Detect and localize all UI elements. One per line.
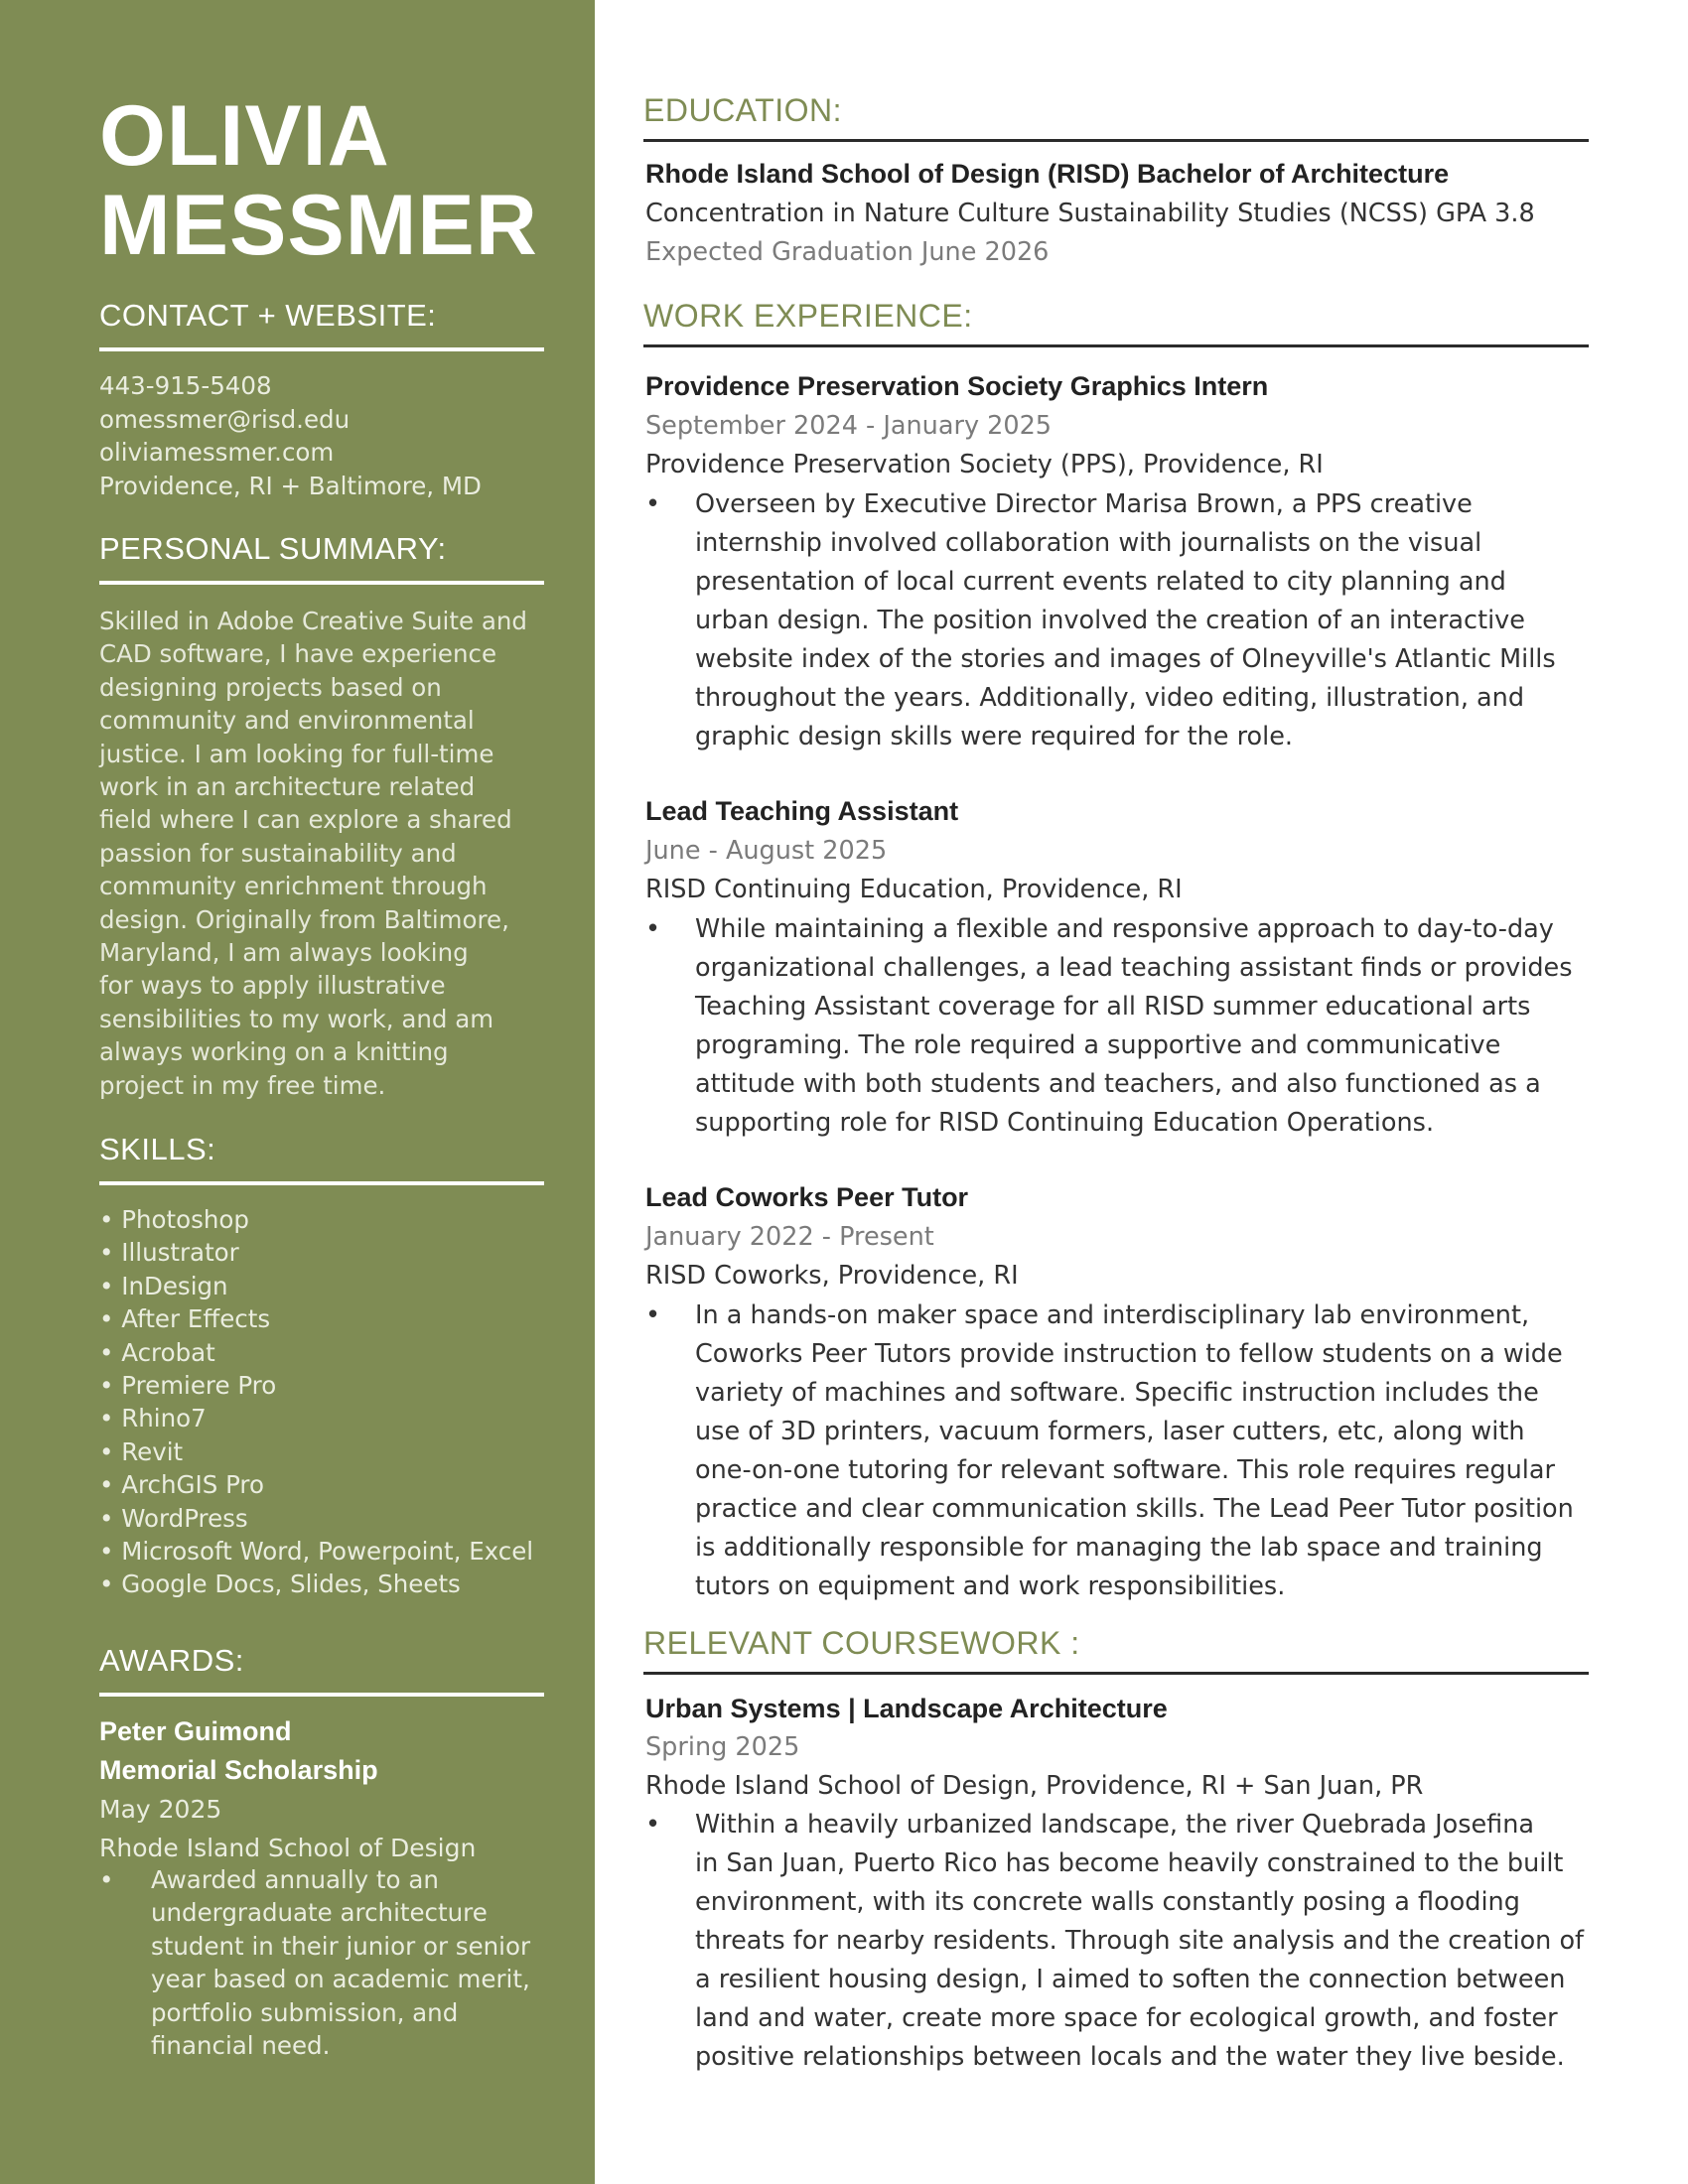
education-heading: EDUCATION: [643, 92, 1589, 142]
contact-website[interactable]: oliviamessmer.com [99, 438, 335, 467]
job-org: Providence Preservation Society (PPS), Providence, RI [645, 450, 1324, 479]
desc-line: a resilient housing design, I aimed to soften the connection between [695, 1965, 1566, 1994]
award-desc-line: year based on academic merit, [151, 1965, 530, 1994]
desc-line: programing. The role required a supportive and communicative [695, 1030, 1501, 1060]
desc-line: website index of the stories and images of Olneyville's Atlantic Mills [695, 644, 1556, 674]
job-org: RISD Continuing Education, Providence, RI [645, 875, 1183, 904]
course-org: Rhode Island School of Design, Providence, RI + San Juan, PR [645, 1771, 1424, 1801]
desc-line: supporting role for RISD Continuing Education Operations. [695, 1108, 1435, 1138]
desc-line: throughout the years. Additionally, video editing, illustration, and [695, 683, 1525, 713]
skill-item: • ArchGIS Pro [99, 1470, 264, 1500]
desc-line: organizational challenges, a lead teaching assistant finds or provides [695, 953, 1573, 983]
desc-line: Overseen by Executive Director Marisa Brown, a PPS creative [695, 489, 1473, 519]
award-desc-line: portfolio submission, and [151, 1997, 459, 2027]
desc-line: Within a heavily urbanized landscape, the river Quebrada Josefina [695, 1810, 1535, 1840]
award-org: Rhode Island School of Design [99, 1834, 477, 1862]
contact-heading: CONTACT + WEBSITE: [99, 298, 544, 351]
desc-line: While maintaining a flexible and responsive approach to day-to-day [695, 914, 1554, 944]
job-org: RISD Coworks, Providence, RI [645, 1261, 1019, 1291]
summary-line: designing projects based on [99, 672, 442, 702]
bullet-icon: • [645, 489, 661, 519]
course-desc-text [695, 1806, 1589, 2077]
desc-line: variety of machines and software. Specific instruction includes the [695, 1378, 1539, 1408]
education-degree: Rhode Island School of Design (RISD) Bachelor of Architecture [645, 159, 1450, 189]
bullet-icon: • [645, 1810, 661, 1840]
desc-line: environment, with its concrete walls constantly posing a flooding [695, 1887, 1520, 1917]
skill-item: • After Effects [99, 1304, 271, 1334]
skills-list [99, 1203, 566, 1601]
skill-item: • Acrobat [99, 1337, 215, 1367]
summary-text [99, 605, 556, 1102]
skill-item: • Revit [99, 1436, 184, 1466]
course-term: Spring 2025 [645, 1732, 800, 1762]
desc-line: positive relationships between locals and the water they live beside. [695, 2042, 1565, 2072]
skills-heading: SKILLS: [99, 1132, 544, 1185]
job-desc-text [695, 485, 1589, 756]
skill-item: • Premiere Pro [99, 1371, 277, 1401]
contact-block [99, 369, 556, 502]
skill-item: • Google Docs, Slides, Sheets [99, 1570, 461, 1599]
desc-line: graphic design skills were required for the role. [695, 722, 1293, 751]
job-desc-text [695, 910, 1589, 1143]
job-title: Lead Coworks Peer Tutor [645, 1182, 969, 1212]
summary-line: justice. I am looking for full-time [99, 739, 494, 768]
desc-line: urban design. The position involved the creation of an interactive [695, 606, 1525, 635]
first-name: OLIVIA [99, 88, 390, 184]
education-graduation: Expected Graduation June 2026 [645, 237, 1050, 267]
summary-line: always working on a knitting [99, 1037, 449, 1067]
job-title: Lead Teaching Assistant [645, 796, 959, 826]
contact-location: Providence, RI + Baltimore, MD [99, 471, 482, 500]
desc-line: use of 3D printers, vacuum formers, laser cutters, etc, along with [695, 1417, 1525, 1446]
skill-item: • Microsoft Word, Powerpoint, Excel [99, 1537, 534, 1567]
summary-line: sensibilities to my work, and am [99, 1004, 494, 1033]
contact-email[interactable]: omessmer@risd.edu [99, 404, 351, 434]
desc-line: land and water, create more space for ecological growth, and foster [695, 2003, 1558, 2033]
candidate-name [99, 88, 556, 273]
award-desc-line: student in their junior or senior [151, 1931, 531, 1961]
job-title: Providence Preservation Society Graphics Intern [645, 371, 1269, 401]
desc-line: threats for nearby residents. Through site analysis and the creation of [695, 1926, 1585, 1956]
education-concentration: Concentration in Nature Culture Sustainability Studies (NCSS) GPA 3.8 [645, 199, 1535, 228]
summary-line: passion for sustainability and [99, 838, 457, 868]
coursework-heading: RELEVANT COURSEWORK : [643, 1625, 1589, 1675]
job-dates: June - August 2025 [645, 836, 888, 866]
summary-line: work in an architecture related [99, 772, 476, 802]
desc-line: attitude with both students and teachers, and also functioned as a [695, 1069, 1541, 1099]
course-title: Urban Systems | Landscape Architecture [645, 1694, 1168, 1723]
summary-line: community and environmental [99, 706, 475, 736]
desc-line: is additionally responsible for managing the lab space and training [695, 1533, 1543, 1563]
award-desc-line: financial need. [151, 2031, 331, 2061]
summary-line: Maryland, I am always looking [99, 938, 469, 968]
award-desc-text [151, 1863, 558, 2062]
summary-line: field where I can explore a shared [99, 805, 512, 835]
awards-heading: AWARDS: [99, 1643, 544, 1697]
desc-line: practice and clear communication skills. The Lead Peer Tutor position [695, 1494, 1574, 1524]
contact-phone: 443-915-5408 [99, 371, 272, 400]
summary-line: design. Originally from Baltimore, [99, 904, 509, 934]
award-title-line: Peter Guimond [99, 1716, 292, 1746]
last-name: MESSMER [99, 178, 538, 273]
award-desc-line: Awarded annually to an [151, 1865, 439, 1894]
skill-item: • Photoshop [99, 1205, 249, 1234]
award-title [99, 1712, 556, 1790]
desc-line: Coworks Peer Tutors provide instruction to fellow students on a wide [695, 1339, 1563, 1369]
work-heading: WORK EXPERIENCE: [643, 298, 1589, 347]
job-dates: September 2024 - January 2025 [645, 411, 1053, 441]
award-title-line: Memorial Scholarship [99, 1755, 378, 1785]
desc-line: internship involved collaboration with journalists on the visual [695, 528, 1482, 558]
summary-line: for ways to apply illustrative [99, 971, 446, 1001]
bullet-icon: • [99, 1865, 114, 1894]
summary-line: project in my free time. [99, 1070, 386, 1100]
skill-item: • Rhino7 [99, 1404, 207, 1433]
bullet-icon: • [645, 914, 661, 944]
award-meta [99, 1790, 556, 1867]
award-date: May 2025 [99, 1795, 222, 1824]
summary-line: Skilled in Adobe Creative Suite and [99, 607, 527, 635]
summary-heading: PERSONAL SUMMARY: [99, 531, 544, 585]
desc-line: In a hands-on maker space and interdisciplinary lab environment, [695, 1300, 1530, 1330]
desc-line: one-on-one tutoring for relevant software. This role requires regular [695, 1455, 1555, 1485]
desc-line: presentation of local current events related to city planning and [695, 567, 1506, 597]
skill-item: • InDesign [99, 1271, 228, 1300]
desc-line: tutors on equipment and work responsibilities. [695, 1571, 1286, 1601]
job-dates: January 2022 - Present [645, 1222, 934, 1252]
desc-line: in San Juan, Puerto Rico has become heavily constrained to the built [695, 1848, 1564, 1878]
desc-line: Teaching Assistant coverage for all RISD summer educational arts [695, 992, 1531, 1022]
award-desc-line: undergraduate architecture [151, 1898, 488, 1928]
bullet-icon: • [645, 1300, 661, 1330]
job-desc-text [695, 1297, 1589, 1606]
skill-item: • WordPress [99, 1503, 248, 1533]
summary-line: community enrichment through [99, 872, 488, 901]
summary-line: CAD software, I have experience [99, 639, 497, 669]
skill-item: • Illustrator [99, 1238, 239, 1268]
